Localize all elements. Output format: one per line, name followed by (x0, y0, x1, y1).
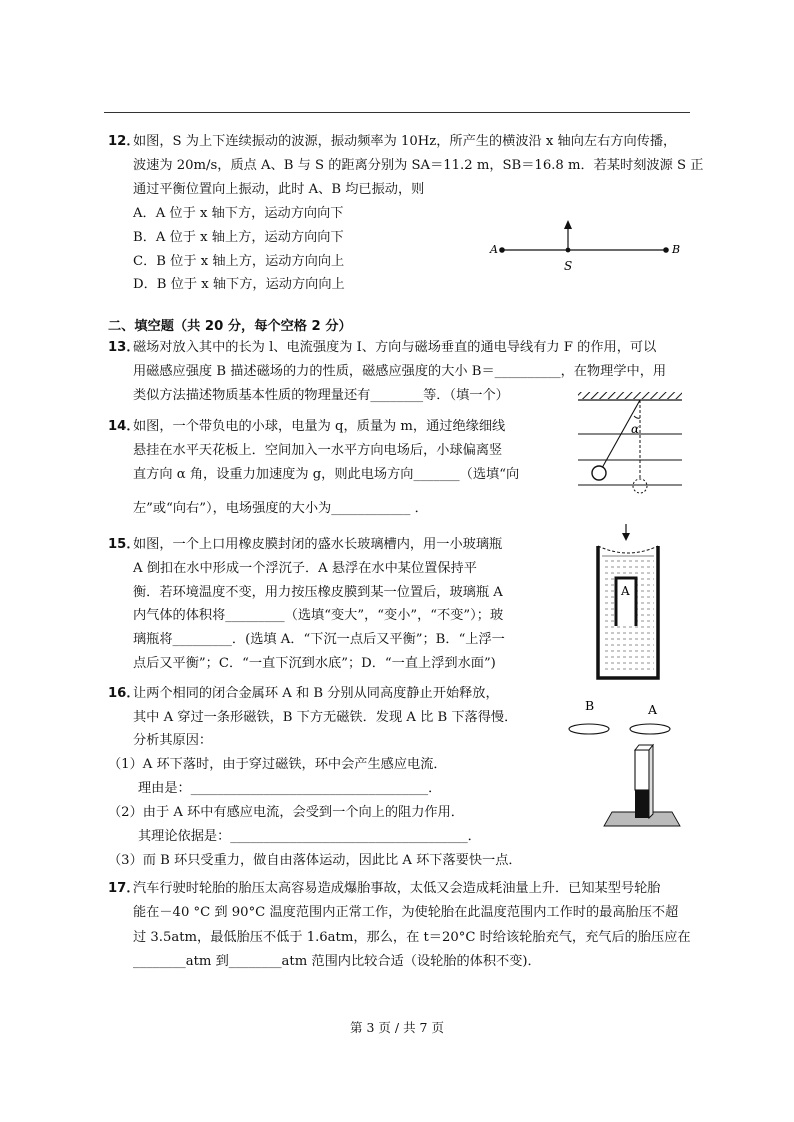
q17-number: 17． (108, 881, 140, 896)
q13-line-3: 类似方法描述物质基本性质的物理量还有________等．（填一个） (133, 388, 509, 403)
alpha-label: α (631, 422, 640, 436)
ring-a (630, 724, 670, 734)
magnet-lower-half (635, 790, 649, 818)
q17-line-3: 过 3.5atm，最低胎压不低于 1.6atm，那么，在 t＝20°C 时给该轮胎充气，充气后的胎压应在 (133, 930, 691, 945)
q12-line-1: 如图，S 为上下连续振动的波源，振动频率为 10Hz，所产生的横波沿 x 轴向左右方向传播， (133, 134, 677, 149)
magnet-upper-half (635, 750, 649, 790)
label-a: A (490, 243, 498, 256)
q12-option-b: B．A 位于 x 轴上方，运动方向向下 (133, 230, 344, 245)
magnet-side-face (649, 745, 653, 818)
q12-number: 12． (108, 134, 140, 149)
down-arrow-icon (622, 533, 630, 541)
q14-line-1: 如图，一个带负电的小球，电量为 q，质量为 m，通过绝缘细线 (133, 419, 506, 434)
q14-line-4: 左”或“向右”），电场强度的大小为____________ ． (133, 501, 428, 516)
q17-line-2: 能在－40 °C 到 90°C 温度范围内正常工作，为使轮胎在此温度范围内工作时的最高胎压不超 (133, 905, 679, 920)
q12-option-c: C．B 位于 x 轴上方，运动方向向上 (133, 254, 345, 269)
q15-cartesian-diver-figure (592, 522, 664, 680)
q14-pendulum-figure (576, 388, 688, 500)
q15-line-1: 如图，一个上口用橡皮膜封闭的盛水长玻璃槽内，用一小玻璃瓶 (133, 537, 503, 552)
q16-number: 16． (108, 686, 140, 701)
q16-sub-3: （2）由于 A 环中有感应电流，会受到一个向上的阻力作用． (108, 805, 464, 820)
header-rule (104, 112, 690, 113)
q13-line-2: 用磁感应强度 B 描述磁场的力的性质，磁感应强度的大小 B＝__________，在物理学中，用 (133, 364, 667, 379)
q16-rings-magnet-figure (564, 696, 688, 830)
angle-arc (634, 416, 640, 418)
q16-sub-1: （1）A 环下落时，由于穿过磁铁，环中会产生感应电流． (108, 757, 447, 772)
up-arrow-icon (564, 220, 572, 229)
point-a-dot (499, 247, 505, 253)
bottle-label-a: A (621, 584, 630, 598)
ring-b (569, 724, 609, 734)
label-s: S (564, 259, 573, 273)
original-ball-position (633, 479, 647, 493)
q13-number: 13． (108, 340, 140, 355)
q16-sub-5: （3）而 B 环只受重力，做自由落体运动，因此比 A 环下落要快一点． (108, 853, 522, 868)
q14-number: 14． (108, 419, 140, 434)
q12-line-3: 通过平衡位置向上振动，此时 A、B 均已振动，则 (133, 182, 425, 197)
q12-line-2: 波速为 20m/s，质点 A、B 与 S 的距离分别为 SA＝11.2 m，SB＝16.8 m．若某时刻波源 S 正 (133, 158, 704, 173)
q12-wave-figure (484, 212, 684, 278)
q16-sub-2: 理由是：____________________________________． (138, 781, 442, 796)
page-footer: 第 3 页 / 共 7 页 (350, 1020, 444, 1035)
charged-ball (592, 466, 606, 480)
ring-b-label: B (585, 698, 595, 713)
q15-line-4: 内气体的体积将_________（选填“变大”，“变小”，“不变”）；玻 (133, 608, 504, 623)
q16-sub-4: 其理论依据是：____________________________________． (138, 829, 481, 844)
q15-number: 15． (108, 537, 140, 552)
label-b: B (672, 243, 681, 256)
q15-line-6: 点后又平衡”；C．“一直下沉到水底”；D．“一直上浮到水面”) (133, 656, 496, 671)
q16-line-1: 让两个相同的闭合金属环 A 和 B 分别从同高度静止开始释放， (133, 686, 499, 701)
rubber-membrane (598, 546, 658, 553)
q12-option-a: A．A 位于 x 轴下方，运动方向向下 (133, 206, 344, 221)
q17-line-4: ________atm 到________atm 范围内比较合适（设轮胎的体积不变)． (133, 954, 541, 969)
point-b-dot (663, 247, 669, 253)
q13-line-1: 磁场对放入其中的长为 l、电流强度为 I、方向与磁场垂直的通电导线有力 F 的作用，可以 (133, 340, 657, 355)
ceiling-hatch (578, 392, 682, 399)
q15-line-2: A 倒扣在水中形成一个浮沉子．A 悬浮在水中某位置保持平 (133, 561, 477, 576)
q15-line-3: 衡．若环境温度不变，用力按压橡皮膜到某一位置后，玻璃瓶 A (133, 585, 503, 600)
q14-line-2: 悬挂在水平天花板上．空间加入一水平方向电场后，小球偏离竖 (133, 443, 503, 458)
q14-line-3: 直方向 α 角，设重力加速度为 g，则此电场方向_______（选填“向 (133, 467, 520, 482)
q16-line-2: 其中 A 穿过一条形磁铁，B 下方无磁铁．发现 A 比 B 下落得慢． (133, 710, 518, 725)
q16-line-3: 分析其原因： (133, 733, 213, 748)
q17-line-1: 汽车行驶时轮胎的胎压太高容易造成爆胎事故，太低又会造成耗油量上升．已知某型号轮胎 (133, 881, 661, 896)
q15-line-5: 璃瓶将_________．(选填 A．“下沉一点后又平衡”；B．“上浮一 (133, 632, 505, 647)
ring-a-label: A (648, 702, 658, 717)
section-2-title: 二、填空题（共 20 分，每个空格 2 分） (108, 319, 352, 334)
q12-option-d: D．B 位于 x 轴下方，运动方向向上 (133, 277, 345, 292)
